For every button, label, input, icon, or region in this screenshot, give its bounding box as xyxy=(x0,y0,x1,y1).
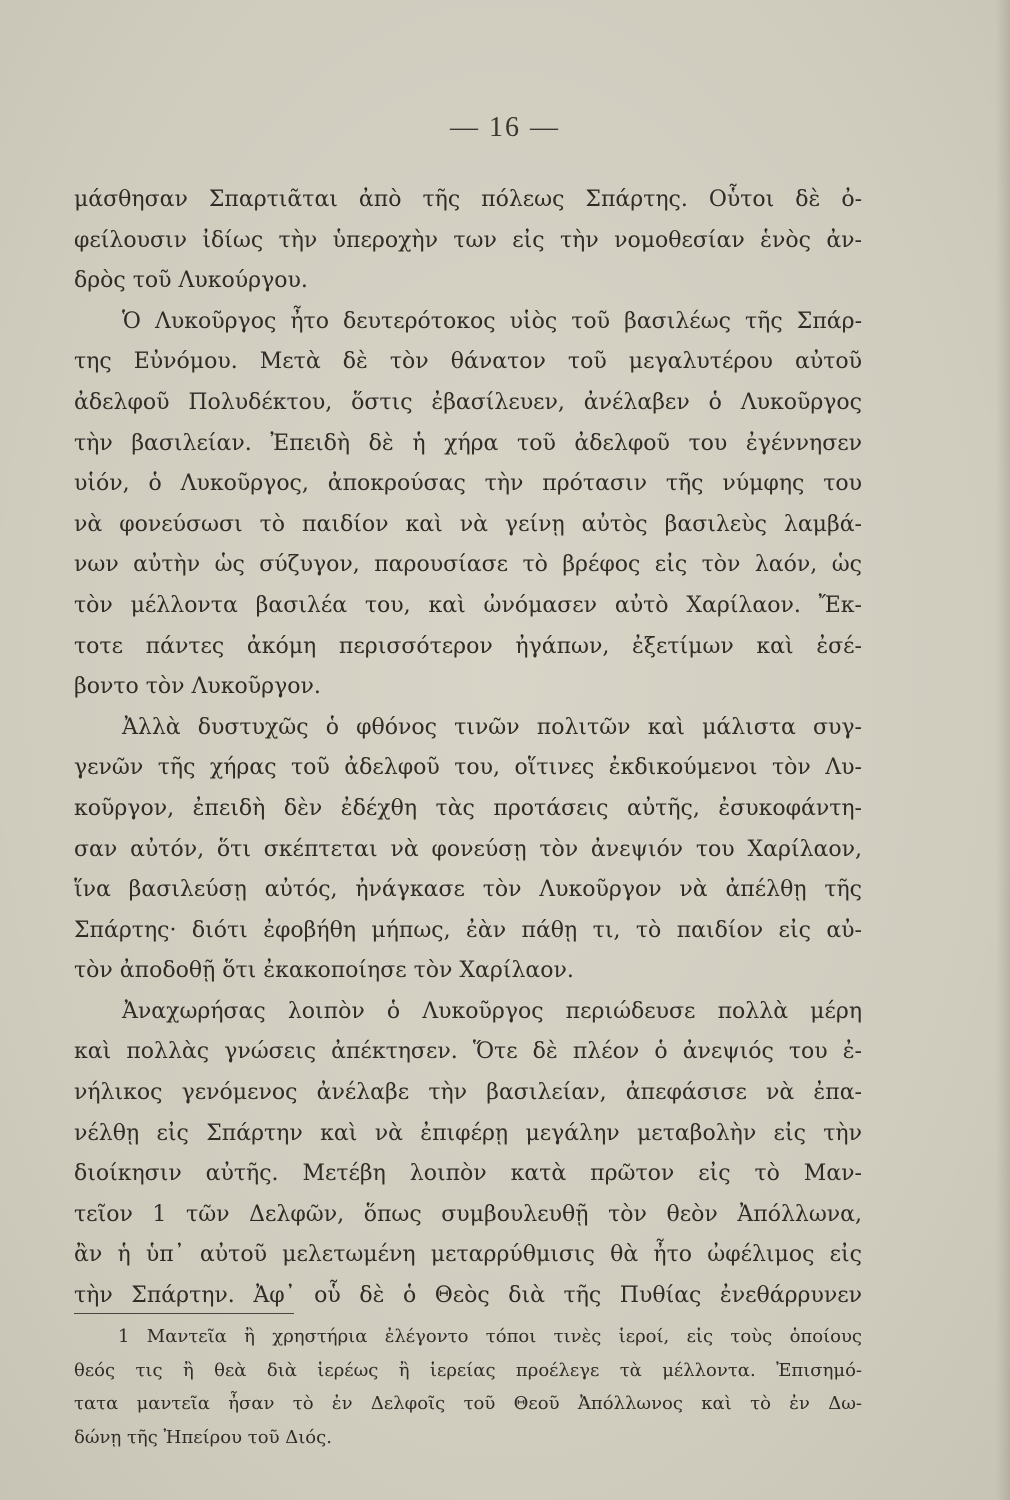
text-line: νέλθῃ εἰς Σπάρτην καὶ νὰ ἐπιφέρῃ μεγάλην μεταβολὴν εἰς τὴν xyxy=(74,1120,862,1146)
paragraph-start-line: Ἀλλὰ δυστυχῶς ὁ φθόνος τινῶν πολιτῶν καὶ μάλιστα συγ- xyxy=(122,714,862,740)
text-line: της Εὐνόμου. Μετὰ δὲ τὸν θάνατον τοῦ μεγαλυτέρου αὐτοῦ xyxy=(74,349,862,375)
text-line: τοτε πάντες ἀκόμη περισσότερον ἠγάπων, ἐξετίμων καὶ ἐσέ- xyxy=(74,633,862,659)
paragraph-start-line: Ὁ Λυκοῦργος ἦτο δευτερότοκος υἱὸς τοῦ βασιλέως τῆς Σπάρ- xyxy=(122,308,862,334)
footnote-line: τατα μαντεῖα ἦσαν τὸ ἐν Δελφοῖς τοῦ Θεοῦ Ἀπόλλωνος καὶ τὸ ἐν Δω- xyxy=(74,1393,862,1414)
text-line: σαν αὐτόν, ὅτι σκέπτεται νὰ φονεύσῃ τὸν ἀνεψιόν του Χαρίλαον, xyxy=(74,836,862,862)
text-line: βοντο τὸν Λυκοῦργον. xyxy=(74,674,321,700)
footnote-divider xyxy=(74,1313,294,1314)
footnote-line: θεός τις ἢ θεὰ διὰ ἱερέως ἢ ἱερείας προέλεγε τὰ μέλλοντα. Ἐπισημό- xyxy=(74,1359,862,1381)
text-line: δρὸς τοῦ Λυκούργου. xyxy=(74,268,308,294)
text-line: μάσθησαν Σπαρτιᾶται ἀπὸ τῆς πόλεως Σπάρτης. Οὗτοι δὲ ὀ- xyxy=(74,187,862,212)
text-line: ἵνα βασιλεύσῃ αὐτός, ἠνάγκασε τὸν Λυκοῦργον νὰ ἀπέλθῃ τῆς xyxy=(74,877,862,903)
text-line: ἂν ἡ ὑπ᾽ αὐτοῦ μελετωμένη μεταρρύθμισις θὰ ἦτο ὠφέλιμος εἰς xyxy=(74,1242,862,1268)
text-line: φείλουσιν ἰδίως τὴν ὑπεροχὴν των εἰς τὴν νομοθεσίαν ἑνὸς ἀν- xyxy=(74,227,862,253)
text-line: ἀδελφοῦ Πολυδέκτου, ὅστις ἐβασίλευεν, ἀνέλαβεν ὁ Λυκοῦργος xyxy=(74,389,862,415)
footnote-line: 1 Μαντεῖα ἢ χρηστήρια ἐλέγοντο τόποι τινὲς ἱεροί, εἰς τοὺς ὁποίους xyxy=(118,1326,862,1347)
text-line: νὰ φονεύσωσι τὸ παιδίον καὶ νὰ γείνῃ αὐτὸς βασιλεὺς λαμβά- xyxy=(74,511,862,537)
text-line: τεῖον 1 τῶν Δελφῶν, ὅπως συμβουλευθῇ τὸν θεὸν Ἀπόλλωνα, xyxy=(74,1201,862,1227)
text-line: τὴν Σπάρτην. Ἀφ᾽ οὗ δὲ ὁ Θεὸς διὰ τῆς Πυθίας ἐνεθάρρυνεν xyxy=(74,1283,862,1309)
text-line: γενῶν τῆς χήρας τοῦ ἀδελφοῦ του, οἵτινες ἐκδικούμενοι τὸν Λυ- xyxy=(74,755,862,781)
text-line: κοῦργον, ἐπειδὴ δὲν ἐδέχθη τὰς προτάσεις αὐτῆς, ἐσυκοφάντη- xyxy=(74,795,862,821)
text-line: διοίκησιν αὐτῆς. Μετέβη λοιπὸν κατὰ πρῶτον εἰς τὸ Μαν- xyxy=(74,1161,862,1187)
paragraph-start-line: Ἀναχωρήσας λοιπὸν ὁ Λυκοῦργος περιώδευσε πολλὰ μέρη xyxy=(122,998,862,1024)
footnote-line: δώνῃ τῆς Ἠπείρου τοῦ Διός. xyxy=(74,1426,332,1448)
text-line: νήλικος γενόμενος ἀνέλαβε τὴν βασιλείαν, ἀπεφάσισε νὰ ἐπα- xyxy=(74,1080,862,1106)
page-number: — 16 — xyxy=(450,112,560,143)
text-line: Σπάρτης· διότι ἐφοβήθη μήπως, ἐὰν πάθῃ τι, τὸ παιδίον εἰς αὐ- xyxy=(74,917,862,943)
text-line: τὸν μέλλοντα βασιλέα του, καὶ ὠνόμασεν αὐτὸ Χαρίλαον. Ἔκ- xyxy=(74,592,862,618)
text-line: υἱόν, ὁ Λυκοῦργος, ἀποκρούσας τὴν πρότασιν τῆς νύμφης του xyxy=(74,471,862,497)
text-line: καὶ πολλὰς γνώσεις ἀπέκτησεν. Ὅτε δὲ πλέον ὁ ἀνεψιός του ἐ- xyxy=(74,1039,862,1065)
text-line: τὴν βασιλείαν. Ἐπειδὴ δὲ ἡ χήρα τοῦ ἀδελφοῦ του ἐγέννησεν xyxy=(74,430,862,456)
text-line: τὸν ἀποδοθῇ ὅτι ἐκακοποίησε τὸν Χαρίλαον. xyxy=(74,958,574,984)
body-text xyxy=(74,180,862,1317)
text-line: νων αὐτὴν ὡς σύζυγον, παρουσίασε τὸ βρέφος εἰς τὸν λαόν, ὡς xyxy=(74,552,862,578)
footnote xyxy=(74,1320,862,1454)
page-edge-shadow xyxy=(996,0,1010,1500)
